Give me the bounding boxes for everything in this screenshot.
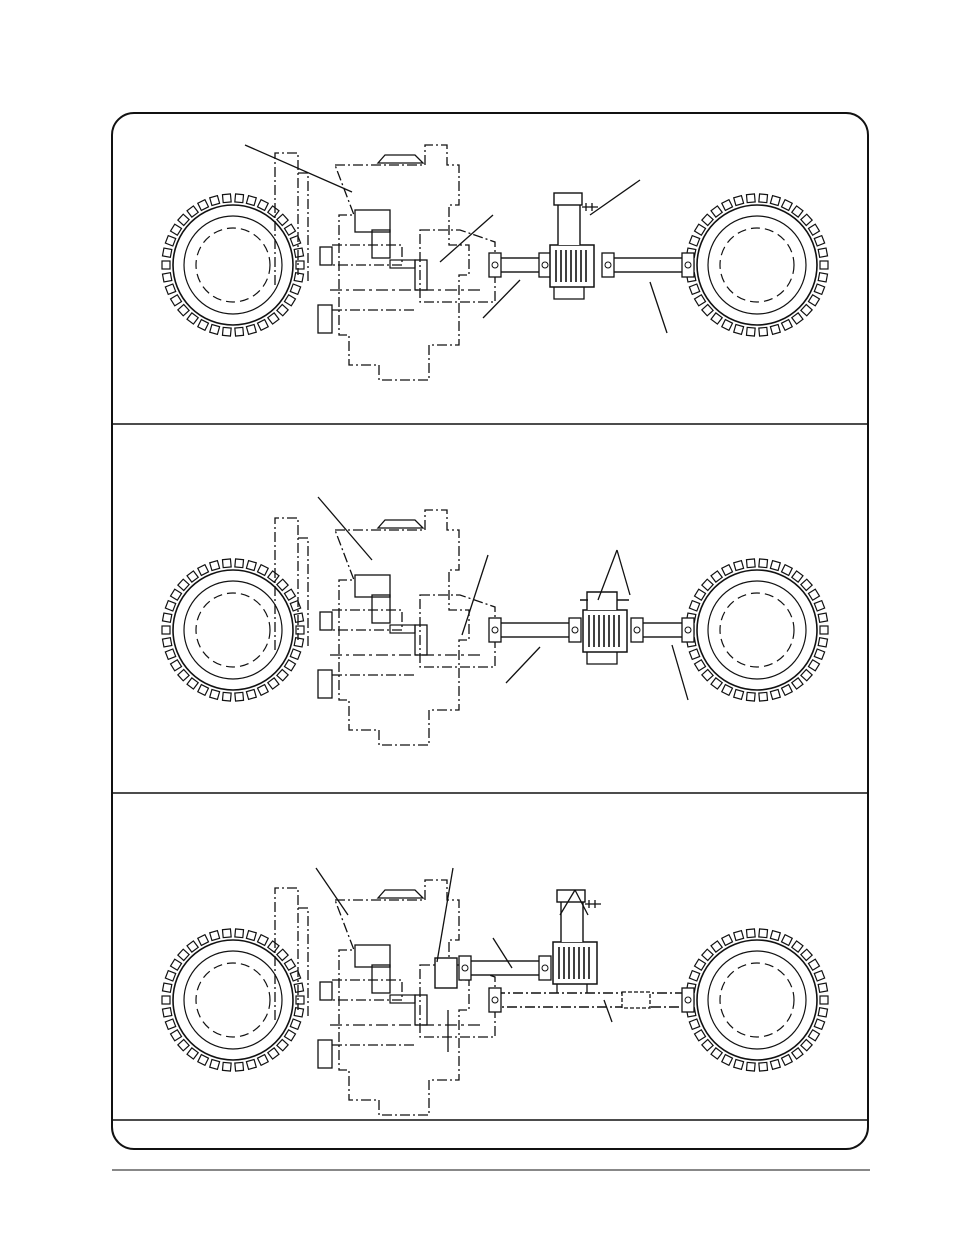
tread-block — [782, 935, 793, 946]
tread-block — [246, 690, 256, 700]
tread-block — [746, 692, 755, 701]
engine-rails — [332, 610, 417, 675]
tread-block — [235, 327, 244, 336]
u-joint-right — [539, 956, 551, 980]
tread-block — [268, 1048, 279, 1059]
tread-block — [165, 649, 175, 659]
tread-block — [814, 601, 824, 611]
tread-block — [814, 284, 824, 294]
tread-block — [782, 200, 793, 211]
tread-block — [734, 196, 744, 206]
shaft-tube — [608, 258, 688, 272]
tread-block — [792, 1048, 803, 1059]
tread-block — [294, 983, 303, 992]
tire-icon — [686, 194, 828, 336]
tread-block — [711, 678, 722, 689]
tread-block — [222, 327, 231, 336]
rim-inner-dashed — [720, 228, 794, 302]
tread-block — [814, 971, 824, 981]
rim-inner-dashed — [720, 963, 794, 1037]
tread-block — [210, 196, 220, 206]
shaft-tube — [495, 993, 688, 1007]
transmission-flange — [415, 260, 427, 290]
tread-block — [782, 565, 793, 576]
tread-block — [165, 1019, 175, 1029]
tread-block — [171, 295, 182, 306]
tread-block — [722, 1055, 733, 1066]
tread-block — [294, 613, 303, 622]
tread-block — [277, 214, 288, 225]
tread-block — [171, 1030, 182, 1041]
front-drive-shaft — [489, 253, 551, 277]
tread-block — [702, 214, 713, 225]
tread-block — [246, 931, 256, 941]
tread-block — [820, 626, 828, 634]
tread-block — [284, 224, 295, 235]
tread-block — [808, 959, 819, 970]
tread-block — [277, 1039, 288, 1050]
tread-block — [171, 959, 182, 970]
tread-block — [162, 248, 171, 257]
engine-rails — [332, 980, 417, 1045]
tread-block — [746, 929, 755, 938]
u-joint-left — [489, 618, 501, 642]
tread-block — [808, 660, 819, 671]
tread-block — [759, 1062, 768, 1071]
tread-block — [290, 284, 300, 294]
tread-block — [746, 194, 755, 203]
tread-block — [759, 327, 768, 336]
tread-block — [162, 261, 170, 269]
tread-block — [187, 941, 198, 952]
tread-block — [702, 1039, 713, 1050]
transfer-case — [435, 958, 457, 988]
tread-block — [814, 236, 824, 246]
radiator-cap — [378, 520, 423, 528]
tread-block — [277, 304, 288, 315]
tread-block — [770, 1060, 780, 1070]
transmission-icon — [390, 230, 495, 302]
tread-block — [178, 304, 189, 315]
tread-block — [235, 194, 244, 203]
tread-block — [770, 561, 780, 571]
tread-block — [277, 949, 288, 960]
tread-block — [290, 649, 300, 659]
tread-block — [734, 561, 744, 571]
tread-block — [198, 565, 209, 576]
tread-block — [296, 626, 304, 634]
tire-icon — [686, 559, 828, 701]
tread-block — [801, 1039, 812, 1050]
tread-block — [689, 971, 699, 981]
tread-block — [689, 284, 699, 294]
tread-block — [818, 983, 827, 992]
tire-outer — [697, 570, 817, 690]
tread-block — [818, 638, 827, 647]
rim-outer — [708, 581, 806, 679]
rim-inner-dashed — [720, 593, 794, 667]
tread-block — [277, 669, 288, 680]
u-joint-left — [489, 253, 501, 277]
transmission-icon — [390, 595, 495, 667]
tire-icon — [162, 194, 304, 336]
tread-block — [165, 236, 175, 246]
engine-mount-upper — [320, 982, 332, 1000]
tread-block — [770, 196, 780, 206]
tread-block — [165, 971, 175, 981]
cylinder-head — [355, 575, 390, 597]
leader-line — [440, 215, 493, 262]
transmission-housing — [420, 230, 495, 302]
tread-block — [702, 304, 713, 315]
tread-block — [702, 669, 713, 680]
tread-block — [770, 325, 780, 335]
tread-block — [171, 224, 182, 235]
tread-block — [294, 248, 303, 257]
tread-block — [258, 565, 269, 576]
pump-tower — [561, 897, 583, 942]
tread-block — [178, 1039, 189, 1050]
u-joint-left — [631, 618, 643, 642]
tread-block — [210, 1060, 220, 1070]
rim-inner-dashed — [196, 963, 270, 1037]
tread-block — [818, 1008, 827, 1017]
tread-block — [801, 949, 812, 960]
tread-block — [290, 236, 300, 246]
rim-outer — [708, 216, 806, 314]
leader-line — [462, 555, 488, 635]
tread-block — [808, 589, 819, 600]
tread-block — [246, 325, 256, 335]
tread-block — [187, 1048, 198, 1059]
transmission-housing — [420, 595, 495, 667]
pump-base — [587, 652, 617, 664]
tread-block — [277, 579, 288, 590]
tread-block — [258, 1055, 269, 1066]
engine-mount-front — [318, 670, 332, 698]
tread-block — [759, 929, 768, 938]
engine-block — [335, 510, 469, 745]
tread-block — [746, 559, 755, 568]
radiator-cap — [378, 890, 423, 898]
tread-block — [198, 685, 209, 696]
tread-block — [818, 273, 827, 282]
tread-block — [210, 690, 220, 700]
tread-block — [258, 200, 269, 211]
tread-block — [187, 678, 198, 689]
tread-block — [284, 660, 295, 671]
pump-icon — [550, 193, 598, 299]
u-joint-left — [602, 253, 614, 277]
tread-block — [162, 983, 171, 992]
tread-block — [198, 1055, 209, 1066]
tread-block — [268, 678, 279, 689]
tread-block — [711, 313, 722, 324]
tread-block — [235, 692, 244, 701]
tread-block — [722, 935, 733, 946]
tread-block — [722, 200, 733, 211]
u-joint-right — [682, 988, 694, 1012]
tread-block — [770, 931, 780, 941]
tread-block — [759, 692, 768, 701]
tread-block — [734, 690, 744, 700]
tread-block — [178, 579, 189, 590]
tread-block — [162, 273, 171, 282]
tread-block — [782, 320, 793, 331]
tread-block — [702, 949, 713, 960]
tread-block — [808, 224, 819, 235]
tread-block — [695, 589, 706, 600]
tread-block — [695, 660, 706, 671]
leader-line — [316, 868, 348, 915]
cylinder-head — [355, 945, 390, 967]
tread-block — [734, 1060, 744, 1070]
tread-block — [222, 194, 231, 203]
tread-block — [171, 589, 182, 600]
rear-drive-shaft — [631, 618, 694, 642]
cylinder-head — [355, 210, 390, 232]
tread-block — [187, 313, 198, 324]
tread-block — [746, 1062, 755, 1071]
manifold — [372, 230, 390, 258]
leader-line — [617, 550, 630, 595]
rear-drive-shaft — [602, 253, 694, 277]
tread-block — [165, 284, 175, 294]
tread-block — [808, 295, 819, 306]
tread-block — [792, 941, 803, 952]
tread-block — [268, 941, 279, 952]
tread-block — [284, 589, 295, 600]
tread-block — [759, 194, 768, 203]
tread-block — [801, 669, 812, 680]
tread-block — [711, 206, 722, 217]
tread-block — [268, 571, 279, 582]
tread-block — [284, 959, 295, 970]
tread-block — [711, 571, 722, 582]
tread-block — [290, 971, 300, 981]
rim-outer — [184, 216, 282, 314]
tread-block — [734, 325, 744, 335]
tread-block — [296, 261, 304, 269]
front-drive-shaft — [489, 618, 581, 642]
radiator-cap — [378, 155, 423, 163]
tread-block — [792, 571, 803, 582]
rim-inner-dashed — [196, 228, 270, 302]
tread-block — [246, 196, 256, 206]
leader-line — [318, 497, 372, 560]
engine-block — [335, 880, 469, 1115]
leader-line — [506, 647, 540, 683]
engine-mount-upper — [320, 247, 332, 265]
tread-block — [814, 1019, 824, 1029]
tread-block — [187, 206, 198, 217]
rim-outer — [184, 581, 282, 679]
tread-block — [198, 320, 209, 331]
tread-block — [258, 685, 269, 696]
tread-block — [695, 224, 706, 235]
tread-block — [734, 931, 744, 941]
pump-cap — [554, 193, 582, 205]
tread-block — [162, 626, 170, 634]
tread-block — [246, 561, 256, 571]
tread-block — [198, 935, 209, 946]
tread-block — [808, 1030, 819, 1041]
tread-block — [162, 1008, 171, 1017]
u-joint-right — [682, 253, 694, 277]
tread-block — [171, 660, 182, 671]
rim-inner-dashed — [196, 593, 270, 667]
pump-tower — [587, 592, 617, 610]
rim-outer — [184, 951, 282, 1049]
tread-block — [294, 1008, 303, 1017]
tread-block — [792, 678, 803, 689]
tread-block — [722, 565, 733, 576]
leader-line — [672, 645, 688, 700]
tread-block — [235, 1062, 244, 1071]
tread-block — [162, 613, 171, 622]
pump-port — [585, 900, 601, 908]
tread-block — [818, 248, 827, 257]
tread-block — [290, 1019, 300, 1029]
tread-block — [198, 200, 209, 211]
tread-block — [268, 206, 279, 217]
tread-block — [689, 601, 699, 611]
tread-block — [246, 1060, 256, 1070]
tread-block — [222, 1062, 231, 1071]
engine-mount-front — [318, 305, 332, 333]
pump-icon — [553, 890, 601, 996]
tread-block — [284, 295, 295, 306]
shaft-tube — [495, 623, 575, 637]
tire-outer — [697, 205, 817, 325]
tire-icon — [686, 929, 828, 1071]
rear-drive-shaft — [489, 988, 694, 1012]
tread-block — [294, 273, 303, 282]
tread-block — [818, 613, 827, 622]
tread-block — [222, 692, 231, 701]
tire-outer — [697, 940, 817, 1060]
tread-block — [284, 1030, 295, 1041]
panel-top — [162, 145, 828, 380]
tread-block — [695, 1030, 706, 1041]
pump-tower — [558, 200, 580, 245]
pump-port — [582, 203, 598, 211]
tread-block — [210, 931, 220, 941]
tread-block — [722, 685, 733, 696]
panel-middle — [162, 497, 828, 745]
tread-block — [178, 669, 189, 680]
tread-block — [711, 1048, 722, 1059]
tread-block — [820, 261, 828, 269]
tread-block — [689, 1019, 699, 1029]
pump-base — [554, 287, 584, 299]
leader-line — [650, 282, 667, 333]
u-joint-left — [459, 956, 471, 980]
engine-rails — [332, 245, 417, 310]
tread-block — [746, 327, 755, 336]
tread-block — [711, 941, 722, 952]
tread-block — [162, 638, 171, 647]
tire-icon — [162, 559, 304, 701]
tread-block — [268, 313, 279, 324]
tread-block — [222, 929, 231, 938]
tread-block — [782, 685, 793, 696]
shaft-tube — [465, 961, 545, 975]
pump-drive-shaft — [459, 956, 551, 980]
panel-bottom — [162, 868, 828, 1115]
tread-block — [792, 206, 803, 217]
tread-block — [792, 313, 803, 324]
transmission-flange — [415, 995, 427, 1025]
tread-block — [722, 320, 733, 331]
u-joint-right — [682, 618, 694, 642]
tread-block — [187, 571, 198, 582]
tread-block — [695, 959, 706, 970]
tread-block — [162, 996, 170, 1004]
leader-line — [483, 280, 520, 318]
tread-block — [178, 949, 189, 960]
pump-icon — [580, 592, 629, 664]
rim-outer — [708, 951, 806, 1049]
tread-block — [801, 304, 812, 315]
tread-block — [689, 649, 699, 659]
u-joint-right — [539, 253, 551, 277]
u-joint-right — [569, 618, 581, 642]
tread-block — [258, 935, 269, 946]
tread-block — [258, 320, 269, 331]
manifold — [372, 595, 390, 623]
tread-block — [801, 579, 812, 590]
tread-block — [165, 601, 175, 611]
manifold — [372, 965, 390, 993]
leader-line — [590, 180, 640, 215]
center-bearing — [622, 992, 650, 1008]
tire-icon — [162, 929, 304, 1071]
engine-mount-front — [318, 1040, 332, 1068]
tread-block — [210, 561, 220, 571]
tread-block — [235, 929, 244, 938]
tread-block — [759, 559, 768, 568]
tread-block — [782, 1055, 793, 1066]
tread-block — [814, 649, 824, 659]
tread-block — [702, 579, 713, 590]
tread-block — [695, 295, 706, 306]
tread-block — [210, 325, 220, 335]
shaft-tube — [495, 258, 545, 272]
tread-block — [820, 996, 828, 1004]
tread-block — [801, 214, 812, 225]
tread-block — [290, 601, 300, 611]
engine-block — [335, 145, 469, 380]
tread-block — [770, 690, 780, 700]
u-joint-left — [489, 988, 501, 1012]
tread-block — [178, 214, 189, 225]
shaft-tube — [637, 623, 688, 637]
tread-block — [222, 559, 231, 568]
tread-block — [689, 236, 699, 246]
tread-block — [294, 638, 303, 647]
engine-mount-upper — [320, 612, 332, 630]
leader-line — [437, 868, 453, 962]
tread-block — [296, 996, 304, 1004]
tread-block — [235, 559, 244, 568]
transmission-flange — [415, 625, 427, 655]
